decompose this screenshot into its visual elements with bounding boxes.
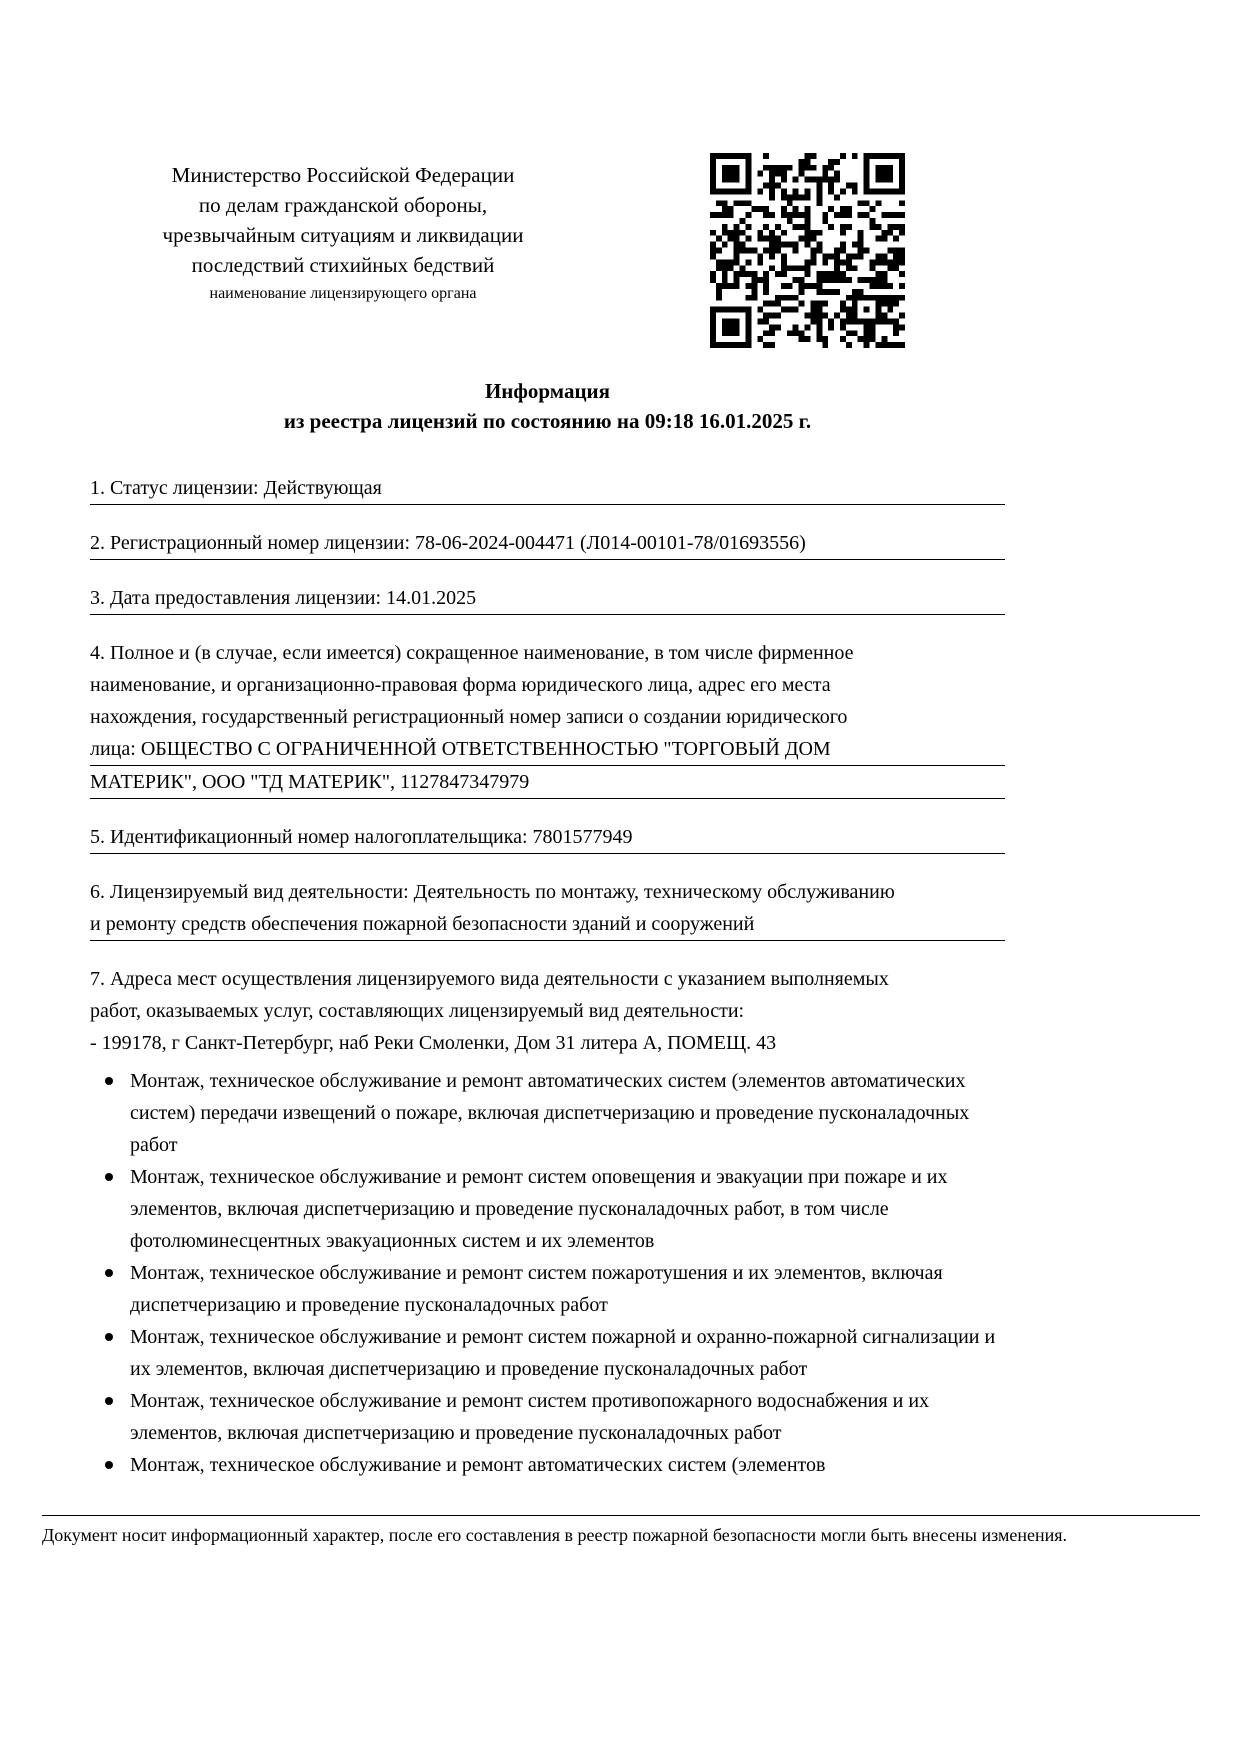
bullet-dot-icon xyxy=(105,1333,113,1341)
work-item-text: Монтаж, техническое обслуживание и ремонт автоматических систем (элементов автоматических систем) передачи извещений о пожаре, включая диспетчеризацию и проведение пусконаладочных работ xyxy=(130,1070,970,1156)
field-line: 1. Статус лицензии: Действующая xyxy=(90,472,1005,505)
field-activity-addresses xyxy=(90,963,1005,1059)
work-item-text: Монтаж, техническое обслуживание и ремонт систем пожаротушения и их элементов, включая диспетчеризацию и проведение пусконаладочных работ xyxy=(130,1262,943,1316)
work-item-text: Монтаж, техническое обслуживание и ремонт систем противопожарного водоснабжения и их элементов, включая диспетчеризацию и проведение пусконаладочных работ xyxy=(130,1390,930,1444)
work-item xyxy=(90,1449,1005,1481)
field-grant-date xyxy=(90,582,1005,615)
field-line: 5. Идентификационный номер налогоплательщика: 7801577949 xyxy=(90,821,1005,854)
field-line: работ, оказываемых услуг, составляющих лицензируемый вид деятельности: xyxy=(90,1000,745,1022)
qr-code-icon xyxy=(710,153,905,348)
document-title xyxy=(90,376,1005,436)
field-full-name xyxy=(90,637,1005,799)
document-footer xyxy=(42,1515,1200,1547)
field-licensed-activity xyxy=(90,876,1005,941)
document-body xyxy=(90,376,1005,1481)
title-line-1: Информация xyxy=(484,379,611,403)
field-line: МАТЕРИК", ООО "ТД МАТЕРИК", 1127847347979 xyxy=(90,766,1005,799)
bullet-dot-icon xyxy=(105,1397,113,1405)
field-line: нахождения, государственный регистрационный номер записи о создании юридического xyxy=(90,706,848,728)
authority-name-line: чрезвычайным ситуациям и ликвидации xyxy=(162,223,524,247)
field-line: 6. Лицензируемый вид деятельности: Деятельность по монтажу, техническому обслуживанию xyxy=(90,881,895,903)
field-line: 7. Адреса мест осуществления лицензируемого вида деятельности с указанием выполняемых xyxy=(90,968,889,990)
bullet-dot-icon xyxy=(105,1077,113,1085)
field-line: и ремонту средств обеспечения пожарной безопасности зданий и сооружений xyxy=(90,908,1005,941)
field-registration-number xyxy=(90,527,1005,560)
work-item-text: Монтаж, техническое обслуживание и ремонт систем пожарной и охранно-пожарной сигнализации и их элементов, включая диспетчеризацию и проведение пусконаладочных работ xyxy=(130,1326,996,1380)
work-item-text: Монтаж, техническое обслуживание и ремонт автоматических систем (элементов xyxy=(130,1454,826,1476)
authority-name-line: последствий стихийных бедствий xyxy=(191,253,495,277)
work-item xyxy=(90,1257,1005,1321)
footer-note: Документ носит информационный характер, после его составления в реестр пожарной безопасности могли быть внесены изменения. xyxy=(42,1525,1068,1545)
work-list xyxy=(90,1065,1005,1481)
field-taxpayer-number xyxy=(90,821,1005,854)
bullet-dot-icon xyxy=(105,1269,113,1277)
licensing-authority-block xyxy=(118,160,568,305)
bullet-dot-icon xyxy=(105,1173,113,1181)
field-line: лица: ОБЩЕСТВО С ОГРАНИЧЕННОЙ ОТВЕТСТВЕННОСТЬЮ "ТОРГОВЫЙ ДОМ xyxy=(90,733,1005,766)
field-line: 3. Дата предоставления лицензии: 14.01.2025 xyxy=(90,582,1005,615)
bullet-dot-icon xyxy=(105,1461,113,1469)
authority-name-line: по делам гражданской обороны, xyxy=(198,193,488,217)
work-item xyxy=(90,1161,1005,1257)
field-line: 4. Полное и (в случае, если имеется) сокращенное наименование, в том числе фирменное xyxy=(90,642,854,664)
authority-name-line: Министерство Российской Федерации xyxy=(171,163,515,187)
field-line: - 199178, г Санкт-Петербург, наб Реки Смоленки, Дом 31 литера А, ПОМЕЩ. 43 xyxy=(90,1032,777,1054)
work-item xyxy=(90,1321,1005,1385)
authority-caption: наименование лицензирующего органа xyxy=(209,285,477,302)
field-license-status xyxy=(90,472,1005,505)
title-line-2: из реестра лицензий по состоянию на 09:18 16.01.2025 г. xyxy=(283,409,812,433)
work-item xyxy=(90,1065,1005,1161)
field-line: 2. Регистрационный номер лицензии: 78-06-2024-004471 (Л014-00101-78/01693556) xyxy=(90,527,1005,560)
work-item xyxy=(90,1385,1005,1449)
work-item-text: Монтаж, техническое обслуживание и ремонт систем оповещения и эвакуации при пожаре и их элементов, включая диспетчеризацию и проведение пусконаладочных работ, в том числе фотолюминесцентных эвакуационных систем и их элементов xyxy=(130,1166,948,1252)
field-line: наименование, и организационно-правовая форма юридического лица, адрес его места xyxy=(90,674,831,696)
